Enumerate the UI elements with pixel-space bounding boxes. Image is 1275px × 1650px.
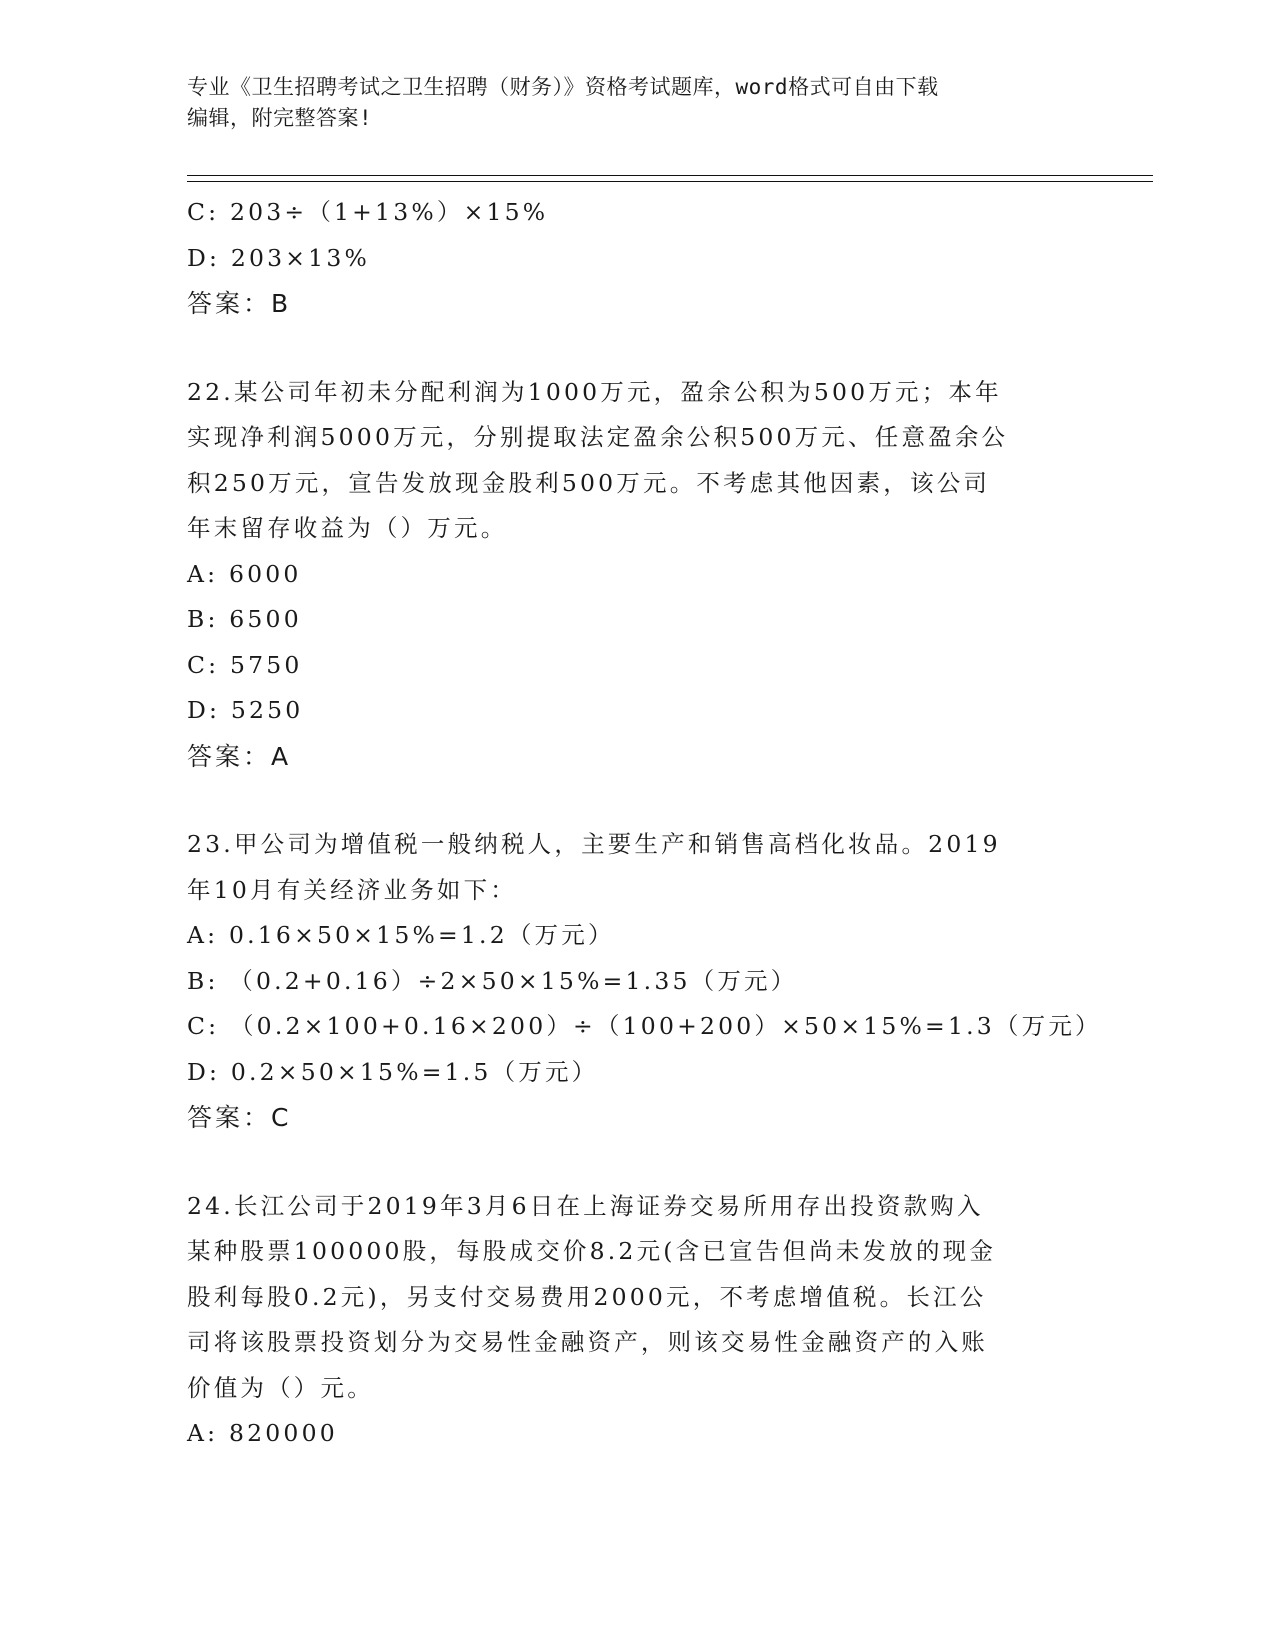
option-a: A: 0.16×50×15%=1.2（万元） <box>187 921 615 949</box>
question-stem-line: 某种股票100000股，每股成交价8.2元(含已宣告但尚未发放的现金 <box>187 1237 997 1265</box>
question-stem-line: 价值为（）元。 <box>187 1373 374 1402</box>
option-d: D: 5250 <box>187 696 304 724</box>
question-stem-line: 23.甲公司为增值税一般纳税人，主要生产和销售高档化妆品。2019 <box>187 830 1001 858</box>
option-a: A: 6000 <box>187 559 302 588</box>
question-stem-line: 24.长江公司于2019年3月6日在上海证券交易所用存出投资款购入 <box>187 1191 984 1220</box>
answer-label: 答案：A <box>187 741 292 771</box>
spacer <box>187 779 1087 822</box>
spacer <box>187 1141 1087 1184</box>
option-b: B: 6500 <box>187 605 302 633</box>
answer-label: 答案：C <box>187 1103 292 1132</box>
question-stem-line: 司将该股票投资划分为交易性金融资产，则该交易性金融资产的入账 <box>187 1328 988 1356</box>
question-list <box>187 190 1102 1457</box>
question-stem-line: 股利每股0.2元)，另支付交易费用2000元，不考虑增值税。长江公 <box>187 1282 987 1311</box>
document-header <box>187 72 1067 134</box>
option-b: B: （0.2+0.16）÷2×50×15%=1.35（万元） <box>187 966 798 995</box>
question-stem-line: 年10月有关经济业务如下： <box>187 875 518 904</box>
header-line-2: 编辑，附完整答案! <box>187 106 373 130</box>
question-fragment <box>187 190 1087 327</box>
question-stem-line: 年末留存收益为（）万元。 <box>187 514 508 542</box>
question-stem-line: 22.某公司年初未分配利润为1000万元，盈余公积为500万元；本年 <box>187 377 1002 406</box>
question-stem-line: 积250万元，宣告发放现金股利500万元。不考虑其他因素，该公司 <box>187 468 991 497</box>
option-d: D: 0.2×50×15%=1.5（万元） <box>187 1057 599 1086</box>
question-stem-line: 实现净利润5000万元，分别提取法定盈余公积500万元、任意盈余公 <box>187 423 1009 451</box>
option-c: C: （0.2×100+0.16×200）÷（100+200）×50×15%=1.3（万元） <box>187 1012 1102 1040</box>
spacer <box>187 327 1087 370</box>
option-c: C: 203÷（1+13%）×15% <box>187 198 549 226</box>
answer-label: 答案：B <box>187 289 292 318</box>
question-23 <box>187 822 1102 1141</box>
option-a: A: 820000 <box>187 1419 338 1447</box>
option-d: D: 203×13% <box>187 243 371 272</box>
header-divider-top <box>187 175 1153 176</box>
option-c: C: 5750 <box>187 650 303 679</box>
header-divider-bottom <box>187 181 1153 182</box>
header-line-1: 专业《卫生招聘考试之卫生招聘（财务）》资格考试题库，word格式可自由下载 <box>187 75 939 99</box>
question-24 <box>187 1184 1087 1457</box>
question-22 <box>187 370 1087 780</box>
